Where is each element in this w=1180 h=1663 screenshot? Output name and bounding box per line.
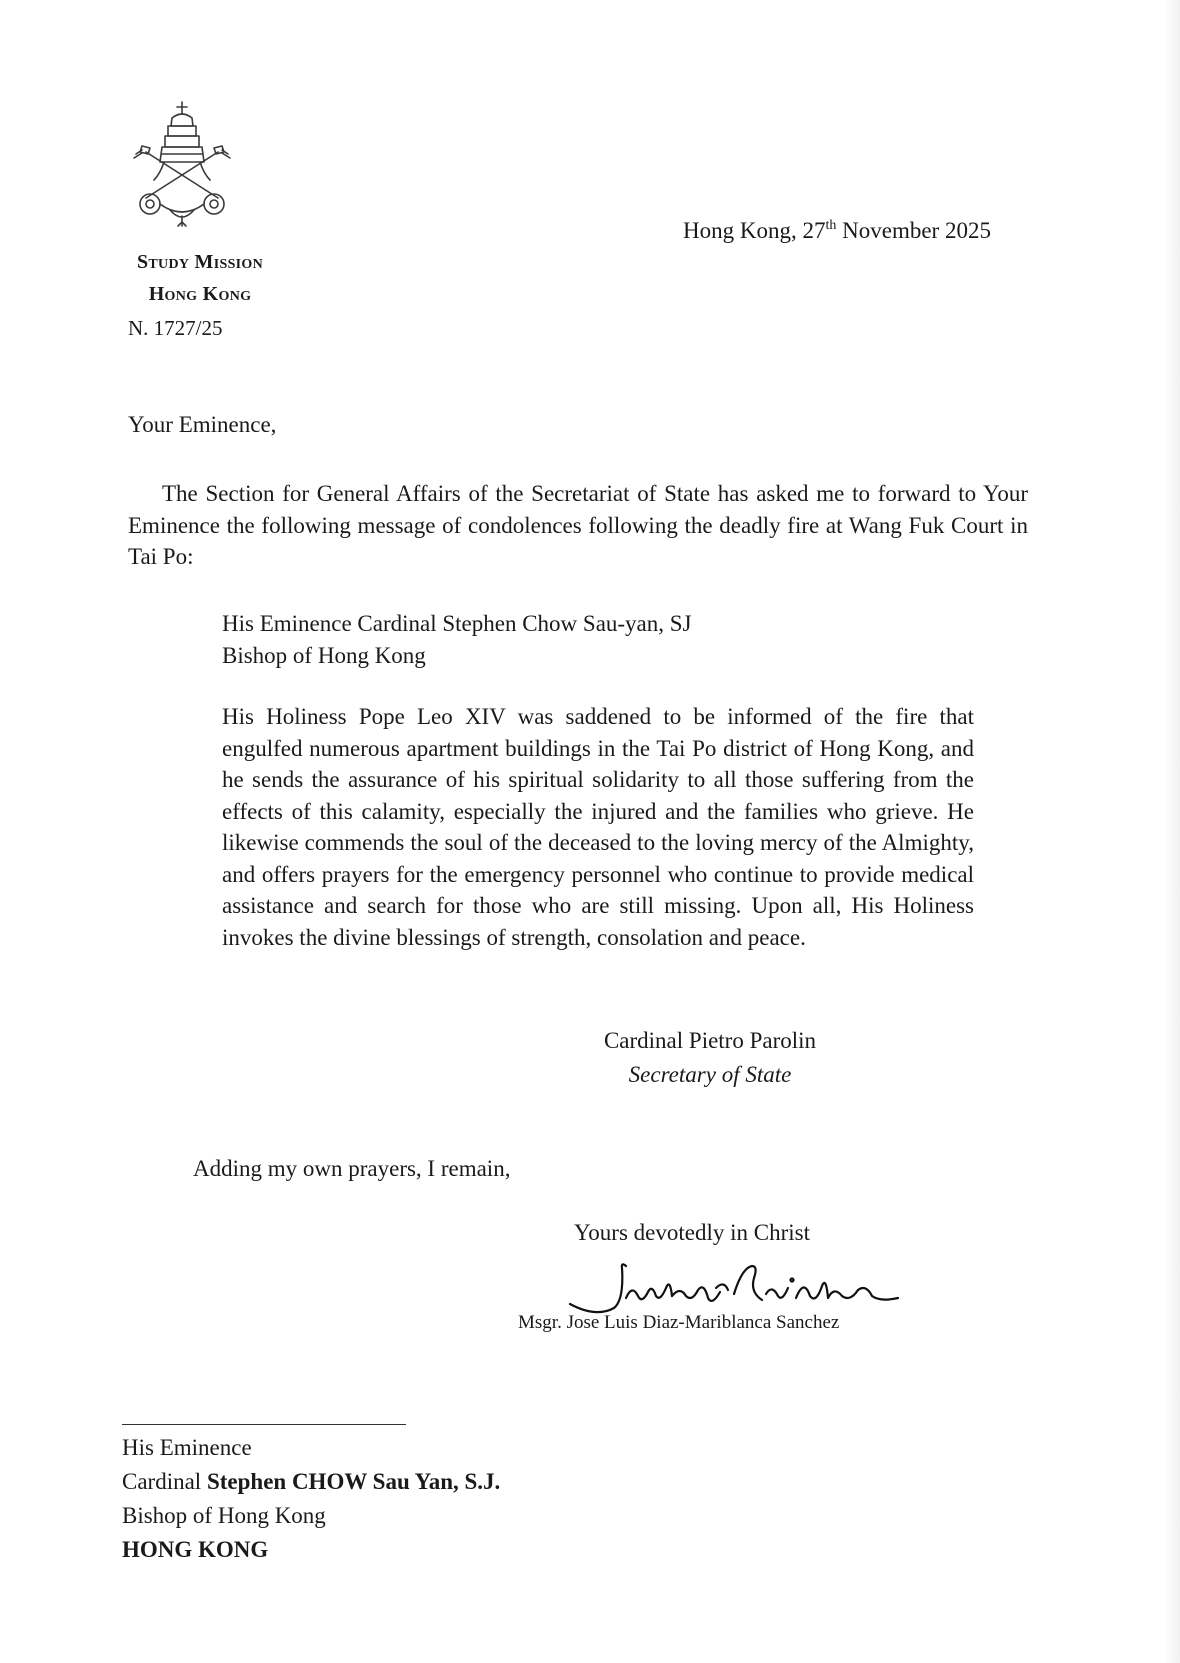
signatory-name: Cardinal Pietro Parolin — [603, 1028, 817, 1053]
papal-emblem-icon — [120, 100, 244, 228]
signatory-title: Secretary of State — [628, 1062, 792, 1087]
handwritten-signature-icon — [566, 1258, 902, 1318]
sender-name: Msgr. Jose Luis Diaz-Mariblanca Sanchez — [518, 1312, 840, 1333]
closing-line: Adding my own prayers, I remain, — [193, 1156, 511, 1181]
message-recipient — [222, 608, 974, 671]
date-month-year: November 2025 — [842, 218, 991, 243]
letterhead-line-1: Study Mission — [136, 251, 264, 273]
salutation: Your Eminence, — [128, 412, 277, 437]
letterhead — [100, 246, 300, 310]
addressee-line-4: HONG KONG — [122, 1537, 269, 1562]
addressee-line-2 — [122, 1465, 500, 1499]
message-recipient-name: His Eminence Cardinal Stephen Chow Sau-yan, SJ — [222, 611, 692, 636]
addressee-name: Stephen CHOW Sau Yan, S.J. — [206, 1469, 501, 1494]
letter-date — [683, 218, 991, 244]
date-ordinal-suffix: th — [825, 218, 837, 233]
letterhead-line-2: Hong Kong — [148, 283, 252, 305]
intro-paragraph: The Section for General Affairs of the Secretariat of State has asked me to forward to Your Eminence the following message of condolences following the deadly fire at Wang Fuk Court in Tai Po: — [128, 481, 1028, 569]
address-divider — [122, 1424, 406, 1425]
condolence-message — [222, 608, 974, 953]
message-recipient-title: Bishop of Hong Kong — [222, 642, 426, 668]
message-body: His Holiness Pope Leo XIV was saddened to be informed of the fire that engulfed numerous apartment buildings in the Tai Po district of Hong Kong, and he sends the assurance of his spiritual solidarity to all those suffering from the effects of this calamity, especially the injured and the families who grieve. He likewise commends the soul of the deceased to the loving mercy of the Almighty, and offers prayers for the emergency personnel who continue to provide medical assistance and search for those who are still missing. Upon all, His Holiness invokes the divine blessings of strength, consolation and peace. — [222, 704, 974, 950]
reference-number: N. 1727/25 — [128, 316, 223, 340]
message-signatory — [560, 1024, 860, 1092]
addressee-line-2-prefix: Cardinal — [122, 1469, 207, 1494]
addressee-block — [122, 1431, 500, 1567]
addressee-line-1: His Eminence — [122, 1435, 252, 1460]
addressee-line-3: Bishop of Hong Kong — [122, 1503, 326, 1528]
valediction: Yours devotedly in Christ — [574, 1220, 810, 1245]
date-place-day: Hong Kong, 27 — [683, 218, 826, 243]
page-edge-shadow — [1164, 0, 1180, 1663]
